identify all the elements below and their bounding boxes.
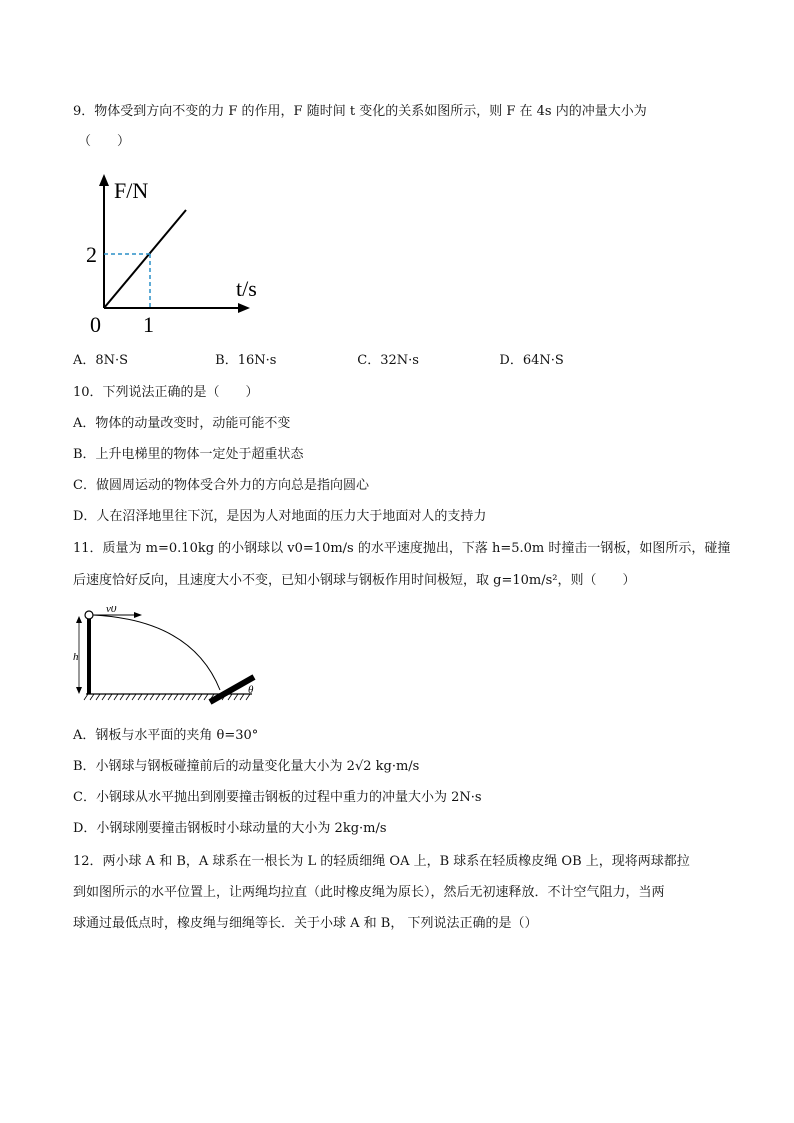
q9-force-time-graph [80, 168, 260, 338]
q12-stem-line1: 12．两小球 A 和 B，A 球系在一根长为 L 的轻质细绳 OA 上，B 球系在轻质橡皮绳 OB 上，现将两球都拉 [73, 854, 690, 869]
q10-option-a[interactable]: A．物体的动量改变时，动能可能不变 [73, 416, 291, 431]
q9-option-d[interactable]: D．64N·S [499, 353, 564, 368]
q9-option-a[interactable]: A．8N·S [73, 353, 129, 368]
h-label: h [73, 651, 79, 663]
trajectory [93, 615, 220, 690]
theta-label: θ [248, 684, 254, 696]
x-axis-arrow [238, 303, 250, 313]
q11-option-a[interactable]: A．钢板与水平面的夹角 θ=30° [73, 728, 259, 743]
q9-option-c[interactable]: C．32N·s [357, 353, 419, 368]
origin-label: 0 [90, 312, 101, 337]
x-tick-label: 1 [143, 312, 154, 337]
q11-option-c[interactable]: C．小钢球从水平抛出到刚要撞击钢板的过程中重力的冲量大小为 2N·s [73, 790, 482, 805]
q10-stem: 10．下列说法正确的是（ ） [73, 385, 259, 400]
x-axis-label: t/s [236, 276, 257, 301]
q9-options [73, 352, 564, 370]
steel-ball [85, 611, 93, 619]
y-axis-label: F/N [114, 178, 149, 203]
q10-option-c[interactable]: C．做圆周运动的物体受合外力的方向总是指向圆心 [73, 478, 369, 493]
q11-option-d[interactable]: D．小钢球刚要撞击钢板时小球动量的大小为 2kg·m/s [73, 821, 387, 836]
q11-stem-line2: 后速度恰好反向，且速度大小不变，已知小钢球与钢板作用时间极短，取 g=10m/s²，则（ ） [73, 573, 636, 588]
q11-option-b[interactable]: B．小钢球与钢板碰撞前后的动量变化量大小为 2√2 kg·m/s [73, 759, 420, 774]
q10-option-b[interactable]: B．上升电梯里的物体一定处于超重状态 [73, 447, 304, 462]
q11-stem-line1: 11．质量为 m=0.10kg 的小钢球以 v0=10m/s 的水平速度抛出，下落 h=5.0m 时撞击一钢板，如图所示，碰撞 [73, 541, 731, 556]
q9-stem-line2: （ ） [78, 134, 131, 149]
q10-option-d[interactable]: D．人在沼泽地里往下沉，是因为人对地面的压力大于地面对人的支持力 [73, 509, 487, 524]
y-axis-arrow [99, 174, 109, 186]
q9-stem-line1: 9．物体受到方向不变的力 F 的作用，F 随时间 t 变化的关系如图所示，则 F 在 4s 内的冲量大小为 [73, 104, 647, 119]
launch-pole [87, 618, 91, 694]
q12-stem-line2: 到如图所示的水平位置上，让两绳均拉直（此时橡皮绳为原长），然后无初速释放．不计空气阻力，当两 [73, 885, 665, 900]
q9-option-b[interactable]: B．16N·s [215, 353, 277, 368]
q12-stem-line3: 球通过最低点时，橡皮绳与细绳等长．关于小球 A 和 B， 下列说法正确的是（） [73, 916, 538, 931]
force-line [104, 210, 186, 308]
q11-projectile-figure [72, 606, 262, 710]
v0-label: v0 [106, 606, 117, 615]
y-tick-label: 2 [86, 242, 97, 267]
velocity-arrowhead [134, 612, 142, 618]
